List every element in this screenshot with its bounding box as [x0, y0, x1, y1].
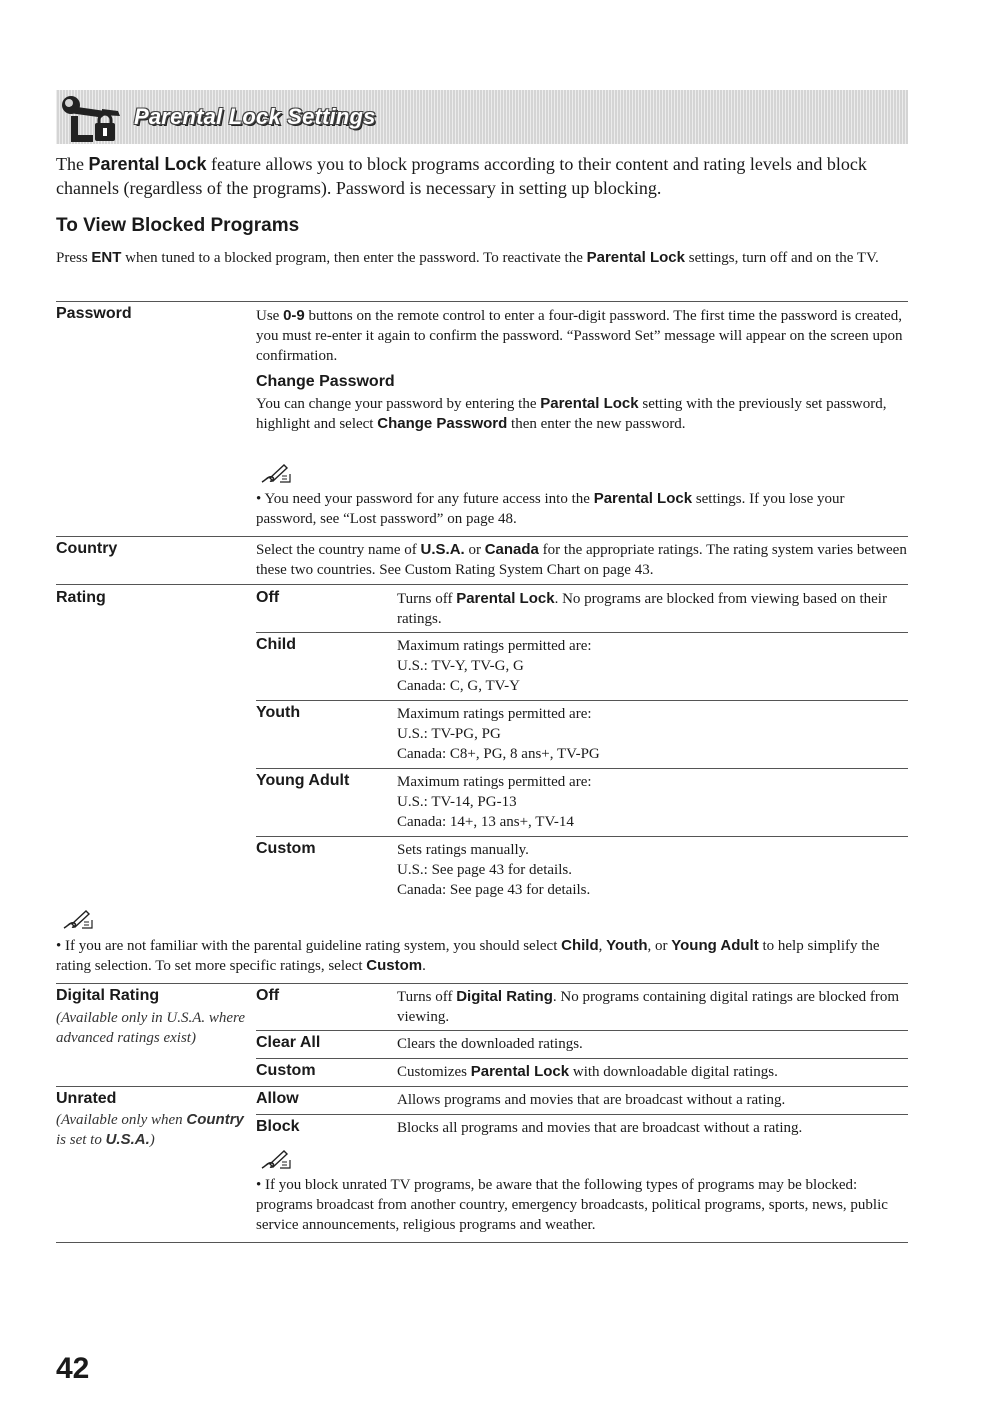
- password-description: Use 0-9 buttons on the remote control to enter a four-digit password. The first time the password is created, you must re-enter it again to confirm the password. “Password Set” message will appear on the screen upon confirmation.: [256, 307, 903, 364]
- note-pen-icon: [258, 462, 292, 486]
- unrated-allow-description: Allows programs and movies that are broadcast without a rating.: [397, 1092, 786, 1108]
- divider: [56, 536, 908, 537]
- unrated-block-description: Blocks all programs and movies that are broadcast without a rating.: [397, 1120, 803, 1136]
- rating-youth-description: Maximum ratings permitted are: U.S.: TV-PG, PG Canada: C8+, PG, 8 ans+, TV-PG: [397, 706, 600, 762]
- divider: [56, 983, 908, 984]
- rating-young-adult-description: Maximum ratings permitted are: U.S.: TV-14, PG-13 Canada: 14+, 13 ans+, TV-14: [397, 774, 592, 830]
- divider: [56, 584, 908, 585]
- divider: [256, 1114, 908, 1115]
- rating-custom-description: Sets ratings manually. U.S.: See page 43 for details. Canada: See page 43 for details.: [397, 842, 591, 898]
- password-label: Password: [56, 305, 132, 322]
- rating-off-description: Turns off Parental Lock. No programs are blocked from viewing based on their ratings.: [397, 590, 887, 627]
- note-pen-icon: [60, 908, 94, 932]
- divider: [256, 700, 908, 701]
- digital-clear-all-description: Clears the downloaded ratings.: [397, 1036, 583, 1052]
- digital-rating-availability: (Available only in U.S.A. where advanced ratings exist): [56, 1010, 245, 1046]
- unrated-availability: (Available only when Country is set to U.S.A.): [56, 1111, 244, 1148]
- rating-option-custom: Custom: [256, 840, 316, 857]
- divider: [56, 1242, 908, 1243]
- unrated-note: • If you block unrated TV programs, be aware that the following types of programs may be blocked: programs broadcast from another country, emergency broadcasts, political programs, sports, news, public service announcements, religious programs and weather.: [256, 1177, 888, 1233]
- rating-child-description: Maximum ratings permitted are: U.S.: TV-Y, TV-G, G Canada: C, G, TV-Y: [397, 638, 592, 694]
- rating-option-off: Off: [256, 589, 280, 606]
- note-pen-icon: [258, 1148, 292, 1172]
- rating-option-youth: Youth: [256, 704, 301, 721]
- divider: [56, 1086, 908, 1087]
- page-title: Parental Lock Settings: [134, 104, 376, 129]
- digital-option-clear-all: Clear All: [256, 1034, 321, 1051]
- section-heading: To View Blocked Programs: [56, 215, 300, 236]
- digital-rating-label: Digital Rating: [56, 987, 160, 1004]
- digital-off-description: Turns off Digital Rating. No programs containing digital ratings are blocked from viewing.: [397, 988, 900, 1025]
- rating-option-young-adult: Young Adult: [256, 772, 350, 789]
- change-password-description: You can change your password by entering the Parental Lock setting with the previously set password, highlight and select Change Password then enter the new password.: [256, 395, 887, 432]
- country-description: Select the country name of U.S.A. or Canada for the appropriate ratings. The rating system varies between these two countries. See Custom Rating System Chart on page 43.: [256, 541, 907, 578]
- divider: [256, 1030, 908, 1031]
- intro-paragraph: The Parental Lock feature allows you to block programs according to their content and rating levels and block channels (regardless of the programs). Password is necessary in setting up blocking.: [56, 154, 867, 198]
- divider: [256, 768, 908, 769]
- country-label: Country: [56, 540, 118, 557]
- wrench-lock-icon: [58, 90, 132, 144]
- divider: [56, 301, 908, 302]
- change-password-heading: Change Password: [256, 373, 395, 390]
- unrated-option-block: Block: [256, 1118, 300, 1135]
- password-note: • You need your password for any future access into the Parental Lock settings. If you lose your password, see “Lost password” on page 48.: [256, 490, 845, 527]
- rating-option-child: Child: [256, 636, 296, 653]
- view-blocked-paragraph: Press ENT when tuned to a blocked program, then enter the password. To reactivate the Parental Lock settings, turn off and on the TV.: [56, 249, 879, 266]
- divider: [256, 1058, 908, 1059]
- digital-option-off: Off: [256, 987, 280, 1004]
- rating-note: • If you are not familiar with the parental guideline rating system, you should select Child, Youth, or Young Adult to help simplify the rating selection. To set more specific ratings, select Custom.: [56, 937, 880, 974]
- page-number: 42: [56, 1352, 90, 1385]
- digital-custom-description: Customizes Parental Lock with downloadable digital ratings.: [397, 1063, 778, 1080]
- section-banner: [56, 90, 908, 144]
- divider: [256, 836, 908, 837]
- unrated-option-allow: Allow: [256, 1090, 299, 1107]
- divider: [256, 632, 908, 633]
- unrated-label: Unrated: [56, 1090, 117, 1107]
- rating-label: Rating: [56, 589, 106, 606]
- digital-option-custom: Custom: [256, 1062, 316, 1079]
